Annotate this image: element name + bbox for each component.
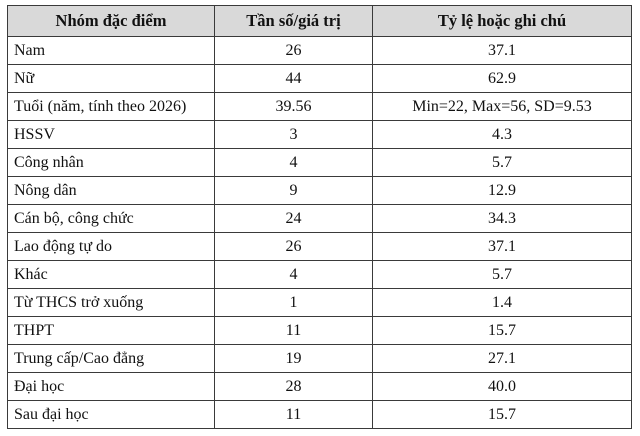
row-ratio: 34.3 bbox=[373, 205, 632, 233]
table-row bbox=[8, 65, 632, 93]
row-frequency: 44 bbox=[215, 65, 373, 93]
row-frequency: 26 bbox=[215, 233, 373, 261]
row-ratio: 27.1 bbox=[373, 345, 632, 373]
row-ratio: Min=22, Max=56, SD=9.53 bbox=[373, 93, 632, 121]
row-ratio: 12.9 bbox=[373, 177, 632, 205]
row-frequency: 26 bbox=[215, 37, 373, 65]
row-frequency: 28 bbox=[215, 373, 373, 401]
row-label: Đại học bbox=[8, 373, 215, 401]
row-label: Sau đại học bbox=[8, 401, 215, 429]
row-label: Nông dân bbox=[8, 177, 215, 205]
table-row bbox=[8, 373, 632, 401]
header-group: Nhóm đặc điểm bbox=[8, 6, 215, 37]
table-row bbox=[8, 149, 632, 177]
table-row bbox=[8, 93, 632, 121]
table-header bbox=[8, 6, 632, 37]
row-label: Nữ bbox=[8, 65, 215, 93]
row-label: Lao động tự do bbox=[8, 233, 215, 261]
row-ratio: 5.7 bbox=[373, 261, 632, 289]
row-ratio: 37.1 bbox=[373, 37, 632, 65]
row-frequency: 39.56 bbox=[215, 93, 373, 121]
row-ratio: 15.7 bbox=[373, 317, 632, 345]
row-label: Tuổi (năm, tính theo 2026) bbox=[8, 93, 215, 121]
row-ratio: 40.0 bbox=[373, 373, 632, 401]
row-label: Trung cấp/Cao đẳng bbox=[8, 345, 215, 373]
row-label: Nam bbox=[8, 37, 215, 65]
table-body bbox=[8, 37, 632, 429]
row-frequency: 4 bbox=[215, 149, 373, 177]
characteristics-table-container bbox=[7, 5, 631, 429]
row-frequency: 24 bbox=[215, 205, 373, 233]
header-frequency: Tần số/giá trị bbox=[215, 6, 373, 37]
table-row bbox=[8, 401, 632, 429]
table-row bbox=[8, 37, 632, 65]
row-frequency: 3 bbox=[215, 121, 373, 149]
row-label: HSSV bbox=[8, 121, 215, 149]
table-row bbox=[8, 345, 632, 373]
table-row bbox=[8, 261, 632, 289]
row-label: Công nhân bbox=[8, 149, 215, 177]
row-ratio: 37.1 bbox=[373, 233, 632, 261]
row-frequency: 4 bbox=[215, 261, 373, 289]
row-ratio: 62.9 bbox=[373, 65, 632, 93]
row-frequency: 9 bbox=[215, 177, 373, 205]
table-row bbox=[8, 233, 632, 261]
row-ratio: 4.3 bbox=[373, 121, 632, 149]
row-frequency: 11 bbox=[215, 401, 373, 429]
row-frequency: 11 bbox=[215, 317, 373, 345]
row-frequency: 19 bbox=[215, 345, 373, 373]
table-row bbox=[8, 289, 632, 317]
row-ratio: 1.4 bbox=[373, 289, 632, 317]
row-label: Cán bộ, công chức bbox=[8, 205, 215, 233]
row-ratio: 15.7 bbox=[373, 401, 632, 429]
row-frequency: 1 bbox=[215, 289, 373, 317]
table-row bbox=[8, 205, 632, 233]
row-label: THPT bbox=[8, 317, 215, 345]
row-label: Khác bbox=[8, 261, 215, 289]
row-label: Từ THCS trở xuống bbox=[8, 289, 215, 317]
header-ratio: Tỷ lệ hoặc ghi chú bbox=[373, 6, 632, 37]
table-row bbox=[8, 121, 632, 149]
row-ratio: 5.7 bbox=[373, 149, 632, 177]
table-row bbox=[8, 317, 632, 345]
characteristics-table bbox=[7, 5, 632, 429]
table-row bbox=[8, 177, 632, 205]
header-row bbox=[8, 6, 632, 37]
